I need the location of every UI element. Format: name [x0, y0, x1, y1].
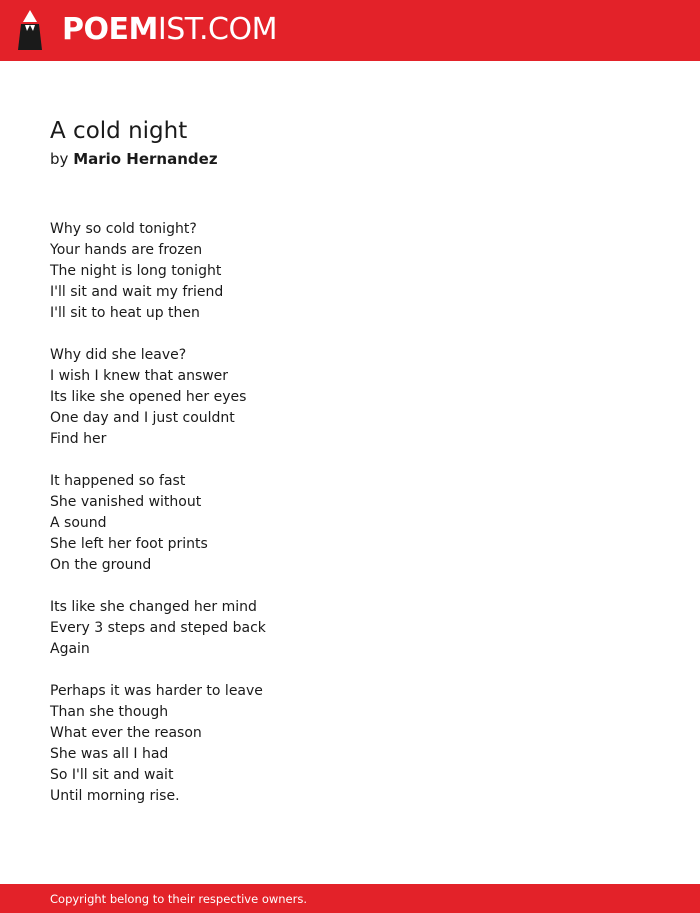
- poem-line: So I'll sit and wait: [50, 767, 174, 783]
- poem-body: [50, 219, 266, 828]
- poem-line: A sound: [50, 515, 107, 531]
- poem-line: What ever the reason: [50, 725, 202, 741]
- poem-line: Every 3 steps and steped back: [50, 620, 266, 636]
- poem-line: On the ground: [50, 557, 152, 573]
- copyright-text: Copyright belong to their respective owners.: [50, 892, 308, 906]
- poem-line: Your hands are frozen: [50, 242, 203, 258]
- poem-line: Perhaps it was harder to leave: [50, 683, 263, 699]
- site-header: [0, 0, 700, 61]
- site-logo[interactable]: [62, 11, 277, 49]
- poem-line: It happened so fast: [50, 473, 186, 489]
- poem-line: I'll sit and wait my friend: [50, 284, 224, 300]
- poem-line: Until morning rise.: [50, 788, 180, 804]
- poem-line: Why so cold tonight?: [50, 221, 197, 237]
- poem-line: Than she though: [50, 704, 169, 720]
- poem-line: She was all I had: [50, 746, 169, 762]
- logo-bold-text: POEM: [62, 12, 158, 47]
- poem-stanza: [50, 597, 266, 660]
- poem-line: Find her: [50, 431, 107, 447]
- poem-stanza: [50, 219, 266, 324]
- logo-light-text: IST.COM: [157, 12, 277, 47]
- poem-line: She left her foot prints: [50, 536, 208, 552]
- poem-stanza: [50, 681, 266, 807]
- poem-line: The night is long tonight: [50, 263, 222, 279]
- poem-line: One day and I just couldnt: [50, 410, 235, 426]
- poem-line: Again: [50, 641, 90, 657]
- pencil-icon[interactable]: [17, 9, 43, 51]
- poem-stanza: [50, 345, 266, 450]
- author-name: Mario Hernandez: [73, 150, 218, 168]
- poem-line: She vanished without: [50, 494, 202, 510]
- poem-line: I'll sit to heat up then: [50, 305, 200, 321]
- poem-line: Its like she opened her eyes: [50, 389, 247, 405]
- poem-title: A cold night: [50, 118, 188, 144]
- poem-stanza: [50, 471, 266, 576]
- site-footer: [0, 884, 700, 913]
- byline: [50, 148, 218, 170]
- by-label: by: [50, 150, 69, 168]
- poem-line: Why did she leave?: [50, 347, 187, 363]
- poem-line: Its like she changed her mind: [50, 599, 257, 615]
- poem-line: I wish I knew that answer: [50, 368, 229, 384]
